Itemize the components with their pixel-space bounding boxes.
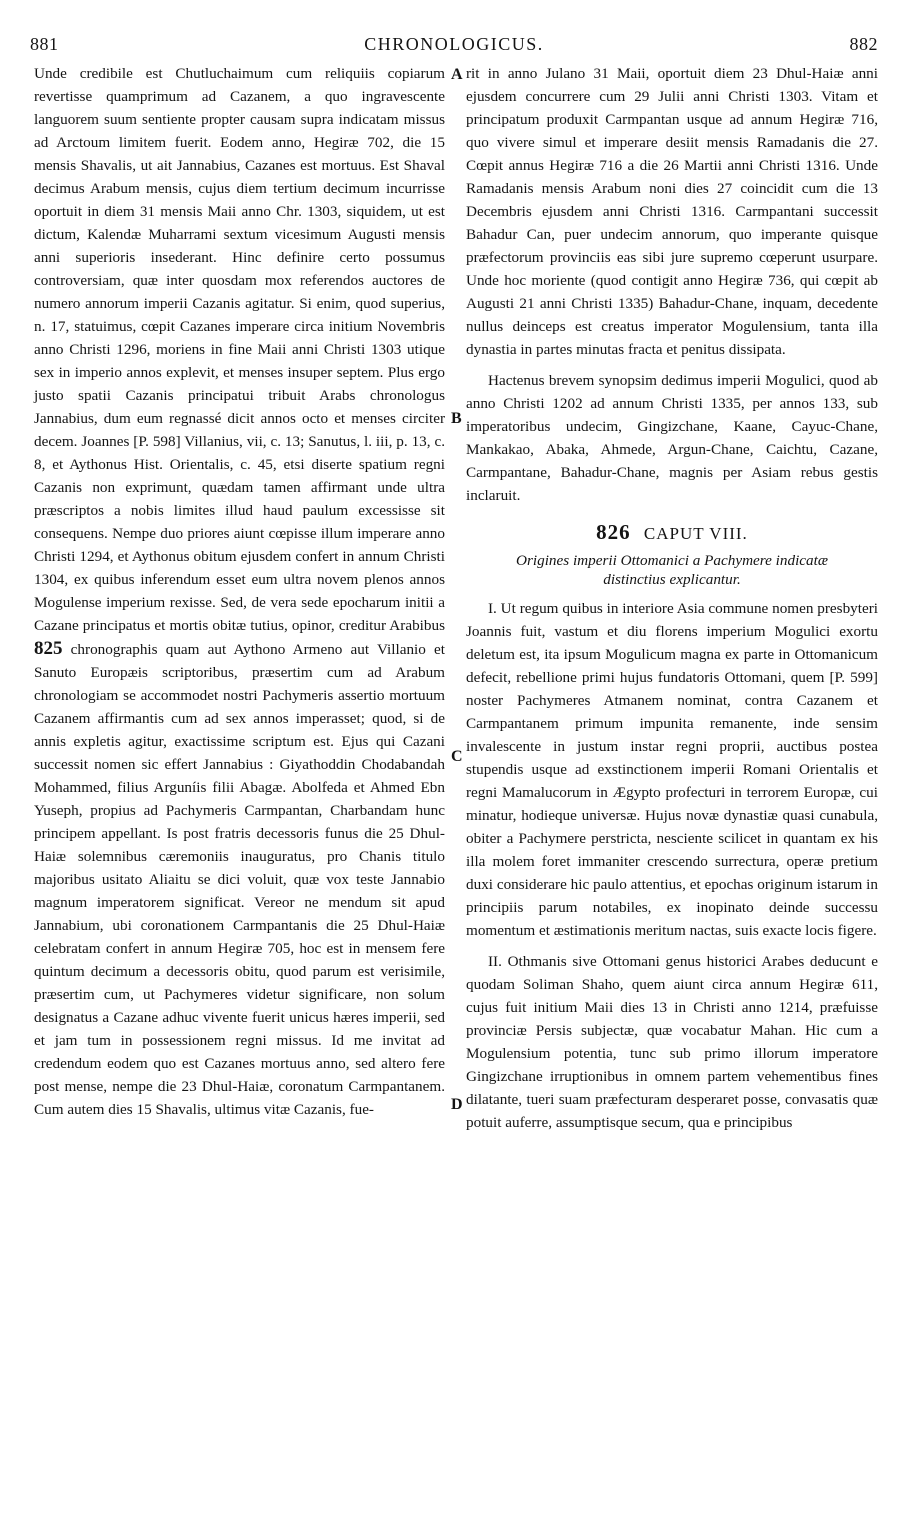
chapter-subtitle: Origines imperii Ottomanici a Pachymere indicatæ distinctius explicantur. xyxy=(516,552,828,588)
right-column xyxy=(466,62,878,1134)
page-number-left: 881 xyxy=(30,34,59,54)
right-paragraph-4: II. Othmanis sive Ottomani genus historici Arabes deducunt e quodam Soliman Shaho, quem aiunt circa annum Hegiræ 611, cujus fuit initium Maii dies 13 in Christi anno 1214, præfuisse provinciæ Persis subjectæ, quæ vocabatur Mahan. Hic cum a Mogulensium potentia, tunc sub primo illorum imperatore Gingizchane irruptionibus in omnem partem vehementibus fines dilatante, tueri suam præfecturam desperaret posse, convasatis quæ potuit auferre, assumptisque secum, qua e principibus xyxy=(466,953,878,1131)
section-number-825: 825 xyxy=(34,638,63,659)
margin-letter-c: C xyxy=(451,748,463,765)
page-number-right: 882 xyxy=(849,34,878,54)
left-column xyxy=(34,62,445,1121)
chapter-label: CAPUT VIII. xyxy=(643,524,748,543)
right-paragraph-1: rit in anno Julano 31 Maii, oportuit diem 23 Dhul-Haiæ anni ejusdem concurrere cum 29 Julii anni Christi 1303. Vitam et principatum produxit Carmpantan usque ad annum Hegiræ 716, quo vivere simul et imperare desiit mensis Ramadanis die 27. Cœpit annus Hegiræ 716 a die 26 Martii anni Christi 1316. Unde Ramadanis mensis Arabum noni dies 27 coincidit cum die 13 Decembris ejusdem anni Christi 1316. Carmpantani successit Bahadur Can, puer undecim annorum, quo imperante quisque præfectorum provinciis eas sibi jure supremo cœperunt usurpare. Unde hoc moriente (quod contigit anno Hegiræ 736, qui cœpit ab Augusti 21 anni Christi 1335) Bahadur-Chane, inquam, decedente nullus deinceps est creatus imperator Mogulensium, tanta illa dynastia in partes minutas fracta et penitus dissipata. xyxy=(466,65,878,358)
left-paragraph xyxy=(34,62,445,1121)
right-paragraph-3: I. Ut regum quibus in interiore Asia commune nomen presbyteri Joannis fuit, vastum et diu florens imperium Mogulici exortu deletum est, ita ipsum Mogulicum magna ex parte in Ottomanicum defecit, rebellione primi hujus fundatoris Ottomani, quem [P. 599] noster Pachymeres Atmanem nominat, contra Cazanem et Carmpantanem primum impunita remanente, inde sensim invalescente in justum instar regni proprii, auctibus postea stupendis usque ad exstinctionem imperii Romani Orientalis et regni Mamalucorum in Ægypto profecturi in terrorem Europæ, cui minatur, hodieque universæ. Hujus novæ dynastiæ quasi cunabula, obiter a Pachymere perstricta, nesciente scilicet in quantam ex his illa molem foret immaniter crescendo surrectura, operæ pretium duxi considerare hic paulo attentius, et epochas originum istarum in principiis parum notabiles, ex inopinato deinde successu momentum et æstimationis meritum nactas, suis exacte locis figere. xyxy=(466,600,878,939)
margin-letter-d: D xyxy=(451,1096,463,1113)
right-paragraph-2: Hactenus brevem synopsim dedimus imperii Mogulici, quod ab anno Christi 1202 ad annum Christi 1335, per annos 133, sub imperatoribus undecim, Gingizchane, Kaane, Cayuc-Chane, Mankakao, Abaka, Ahmede, Argun-Chane, Caichtu, Cazane, Carmpantane, Bahadur-Chane, magnis per Asiam rebus gestis inclaruit. xyxy=(466,372,878,504)
left-text-part-2: chronographis quam aut Aythono Armeno aut Villanio et Sanuto Europæis scriptoribus, præsertim cum ad Arabum chronologiam se accommodet nostri Pachymeris assertio mortuum Cazanem affirmantis cum ad sex annos imperasset; quod, si de annis expletis agitur, exactissime scriptum est. Ejus qui Cazani successit nomen sic effert Jannabius : Giyathoddin Chodabandah Mohammed, filius Arguníis filii Abagæ. Abolfeda et Ahmed Ebn Yuseph, propius ad Pachymeris Carmpantan, Charbandam hunc principem appellant. Is post fratris decessoris funus die 25 Dhul-Haiæ solemnibus cæremoniis inauguratus, pro Chanis titulo majoribus usitato Aliaitu se dici voluit, quæ vox teste Jannabio magnum imperatorem significat. Vereor ne mendum sit apud Jannabium, ubi coronationem Carmpantanis die 25 Dhul-Haiæ celebratam confert in annum Hegiræ 705, hoc est in mensem fere quintum decimum a decessoris obitu, quod parum est verisimile, præsertim cum, ut Pachymeres videtur significare, non solum designatus a Cazane adhuc vivente fuerit unicus hæres imperii, sed et jam tum in possessionem regni missus. Id me invitat ad credendum eodem quo est Cazanes mortuus anno, sed altero fere post mense, nempe die 23 Dhul-Haiæ, coronatum Carmpantanem. Cum autem dies 15 Shavalis, ultimus vitæ Cazanis, fue- xyxy=(34,641,445,1118)
section-number-826: 826 xyxy=(596,520,631,544)
margin-letter-a: A xyxy=(451,66,463,83)
running-title: CHRONOLOGICUS. xyxy=(364,34,544,54)
margin-letter-b: B xyxy=(451,410,462,427)
left-text-part-1: Unde credibile est Chutluchaimum cum reliquiis copiarum revertisse quamprimum ad Cazanem, a quo ingravescente languorem suum sentiente propter causam supra indicatam missus ad Arctoum limitem fuerit. Eodem anno, Hegiræ 702, die 15 mensis Shavalis, ut ait Jannabius, Cazanes est mortuus. Est Shaval decimus Arabum mensis, cujus diem tertium decimum incurrisse oportuit in diem 31 mensis Maii anno Chr. 1303, siquidem, ut est dictum, Kalendæ Muharrami sextum vicesimum Augusti mensis anni superioris insederant. Hinc definire certo possumus controversiam, quæ inter quosdam mox referendos auctores de numero annorum imperii Cazanis agitatur. Si enim, quod superius, n. 17, statuimus, cœpit Cazanes imperare circa initium Novembris anno Christi 1296, moriens in fine Maii anni Christi 1303 utique sex in imperio annos explevit, et menses insuper septem. Plus ergo justo spatii Cazanis principatui tribuit Arabs chronologus Jannabius, dum eum regnassé dicit annos octo et menses circiter decem. Joannes [P. 598] Villanius, vii, c. 13; Sanutus, l. iii, p. 13, c. 8, et Aythonus Hist. Orientalis, c. 45, etsi diserte spatium regni Cazanis non exprimunt, quædam tamen affirmant unde ultra præscriptos a nobis limites illud haud paulum excessisse sit consequens. Nempe duo priores aiunt cœpisse illum imperare anno Christi 1294, et Aythonus obitum ejusdem confert in annum Christi 1304, ex quibus inferendum esset eum ultra novem plenos annos Mogulense imperium rexisse. Sed, de vera sede epocharum initii a Cazane principatus et mortis obitæ tutius, opinor, creditur Arabibus xyxy=(34,65,445,634)
page-header xyxy=(30,34,878,58)
chapter-heading xyxy=(466,521,878,545)
